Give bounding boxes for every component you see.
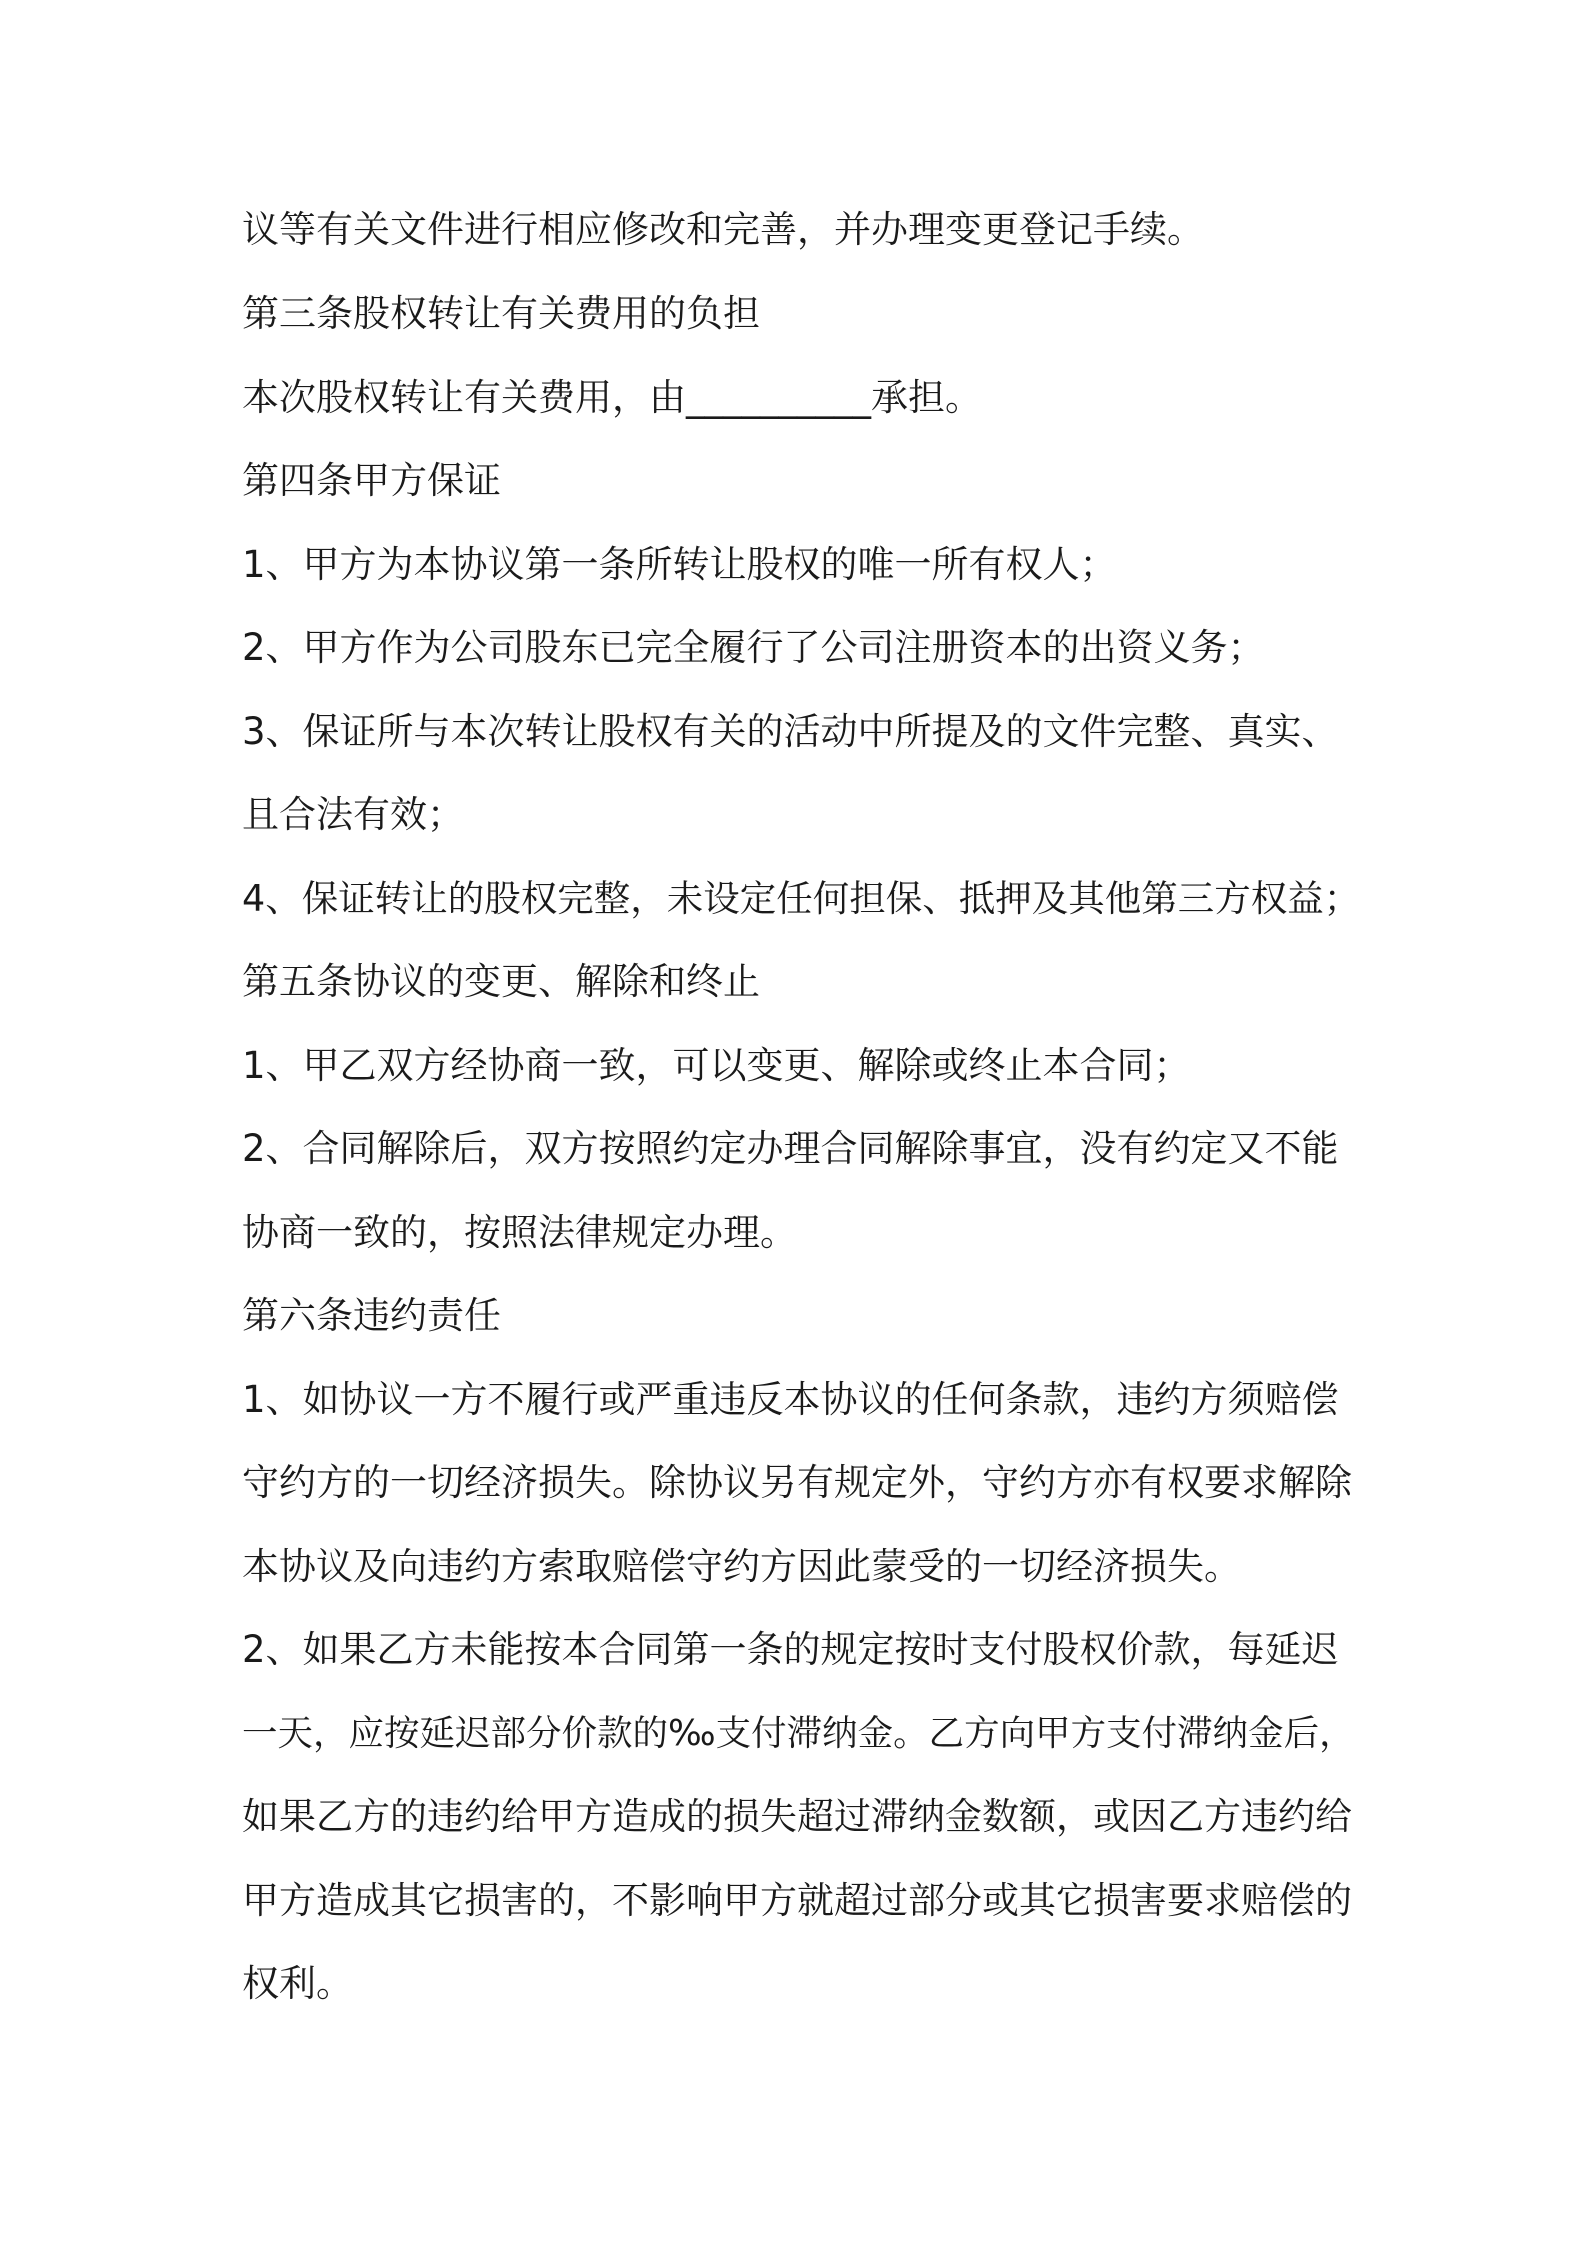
text-line: 4、保证转让的股权完整，未设定任何担保、抵押及其他第三方权益； [242, 877, 1361, 920]
text-line: 2、合同解除后，双方按照约定办理合同解除事宜，没有约定又不能 [242, 1127, 1339, 1170]
text-line: 如果乙方的违约给甲方造成的损失超过滞纳金数额，或因乙方违约给 [242, 1795, 1352, 1838]
section-heading: 第三条股权转让有关费用的负担 [242, 292, 760, 335]
text-line: 且合法有效； [242, 793, 464, 836]
text-line: 守约方的一切经济损失。除协议另有规定外，守约方亦有权要求解除 [242, 1461, 1352, 1504]
text-line: 议等有关文件进行相应修改和完善，并办理变更登记手续。 [242, 208, 1204, 251]
text-line: 1、如协议一方不履行或严重违反本协议的任何条款，违约方须赔偿 [242, 1378, 1339, 1421]
text-line: 本次股权转让有关费用，由__________承担。 [242, 376, 982, 419]
section-heading: 第四条甲方保证 [242, 459, 501, 502]
section-heading: 第五条协议的变更、解除和终止 [242, 960, 760, 1003]
text-line: 2、甲方作为公司股东已完全履行了公司注册资本的出资义务； [242, 626, 1265, 669]
text-line: 本协议及向违约方索取赔偿守约方因此蒙受的一切经济损失。 [242, 1545, 1241, 1588]
text-line: 3、保证所与本次转让股权有关的活动中所提及的文件完整、真实、 [242, 710, 1339, 753]
text-line: 1、甲乙双方经协商一致，可以变更、解除或终止本合同； [242, 1044, 1191, 1087]
text-line: 一天，应按延迟部分价款的‰支付滞纳金。乙方向甲方支付滞纳金后， [242, 1713, 1355, 1754]
text-line: 协商一致的，按照法律规定办理。 [242, 1211, 797, 1254]
text-line: 权利。 [242, 1962, 353, 2005]
text-line: 甲方造成其它损害的，不影响甲方就超过部分或其它损害要求赔偿的 [242, 1879, 1352, 1922]
text-line: 2、如果乙方未能按本合同第一条的规定按时支付股权价款，每延迟 [242, 1628, 1339, 1671]
section-heading: 第六条违约责任 [242, 1294, 501, 1337]
text-line: 1、甲方为本协议第一条所转让股权的唯一所有权人； [242, 543, 1117, 586]
